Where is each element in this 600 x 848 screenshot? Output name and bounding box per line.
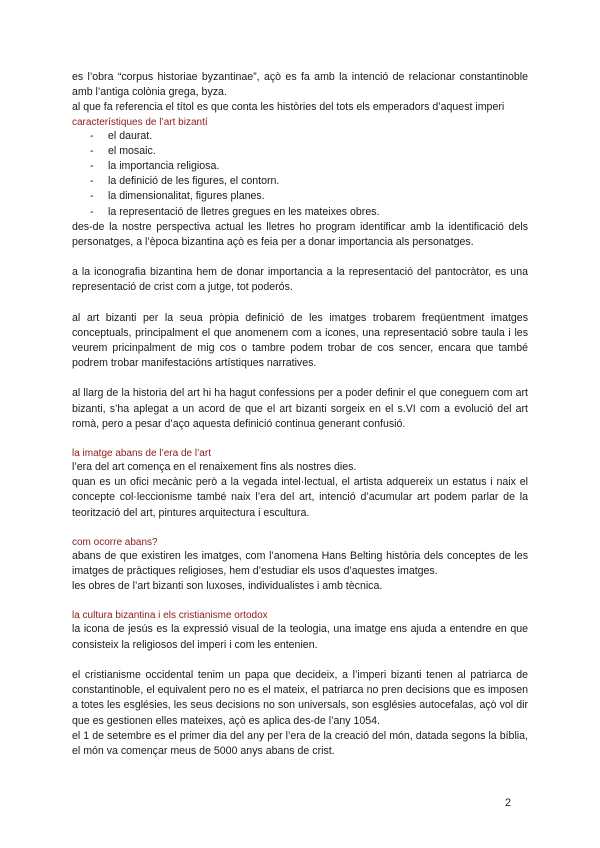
paragraph: el cristianisme occidental tenim un papa que decideix, a l’imperi bizanti tenen al patriarca de constantinoble, el equivalent pero no es el mateix, el patriarca no pren decisions que es imposen a totes les esglésies, les seus decisions no son universals, son esglésies autocefalas, açò vol dir que es gestionen elles mateixes, açò es aplica des-de l’any 1054. [72,668,528,727]
section-heading: característiques de l’art bizantí [72,116,208,128]
paragraph: quan es un ofici mecànic però a la vegada intel·lectual, el artista adquereix un estatus i naix el concepte col·leccionisme també naix l’era del art, intenció d’acumular art podem parlar de la teorització del art, pintures arquitectura i escultura. [72,476,528,519]
document-page [72,70,528,759]
list-item: - la representació de lletres gregues en les mateixes obres. [90,205,528,220]
section-heading: com ocorre abans? [72,536,158,548]
list-item: - la importancia religiosa. [90,159,528,174]
list-item: - la definició de les figures, el contorn. [90,174,528,189]
bullet-list [72,129,528,220]
paragraph: la icona de jesús es la expressió visual de la teologia, una imatge ens ajuda a entendre en que consisteix la religiosos del imperi i com les entenien. [72,623,528,651]
paragraph: a la iconografia bizantina hem de donar importancia a la representació del pantocràtor, es una representació de crist com a jutge, tot poderós. [72,266,528,294]
section-heading: la imatge abans de l’era de l’art [72,448,211,460]
paragraph: al art bizanti per la seua pròpia definició de les imatges trobarem freqüentment imatges conceptuals, principalment el que anomenem com a icones, una representació sobre taula i les veurem pricinpalment de mig cos o tambre podem trobar de cos sencer, encara que també podrem trobar manifestacións artístiques narratives. [72,311,528,370]
paragraph: al llarg de la historia del art hi ha hagut confessions per a poder definir el que coneguem com art bizanti, s’ha aplegat a un acord de que el art bizanti sorgeix en el s.VI com a evolució del art romà, pero a pesar d’aço aquesta definició continua generant confusió. [72,387,528,430]
paragraph: el 1 de setembre es el primer dia del any per l’era de la creació del món, datada segons la bíblia, el món va començar meus de 5000 anys abans de crist. [72,729,528,757]
paragraph: l’era del art comença en el renaixement fins als nostres dies. [72,461,357,474]
paragraph: al que fa referencia el títol es que conta les històries del tots els emperadors d’aquest imperi [72,101,505,114]
section-heading: la cultura bizantina i els cristianisme ortodox [72,610,268,622]
paragraph: des-de la nostre perspectiva actual les lletres ho program identificar amb la identificació dels personatges, a l’època bizantina açò es feia per a donar importancia als personatges. [72,220,528,249]
list-item: - la dimensionalitat, figures planes. [90,189,528,204]
paragraph: es l’obra “corpus historiae byzantinae”, açò es fa amb la intenció de relacionar constantinoble amb l’antiga colònia grega, byza. [72,71,528,99]
paragraph: les obres de l’art bizanti son luxoses, individualistes i amb tècnica. [72,580,383,593]
list-item: - el mosaic. [90,144,528,159]
list-item: - el daurat. [90,129,528,144]
paragraph: abans de que existiren les imatges, com l’anomena Hans Belting història dels conceptes de les imatges de pràctiques religioses, hem d’estudiar els usos d’aquestes imatges. [72,549,528,578]
page-number: 2 [505,797,512,809]
